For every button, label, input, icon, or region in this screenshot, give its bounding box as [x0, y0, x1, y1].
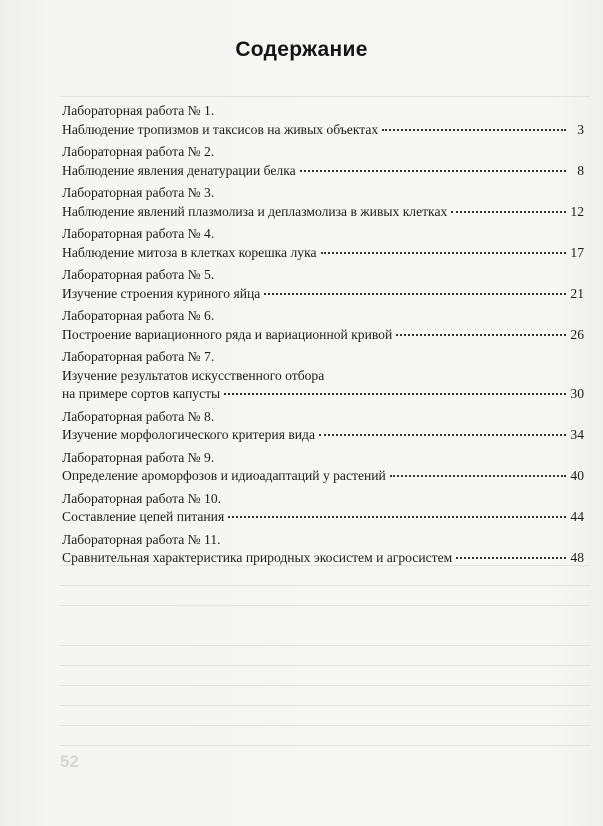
toc-entry-label: Лабораторная работа № 3.: [62, 185, 215, 200]
toc-entry: [62, 490, 584, 527]
dot-leader: [390, 475, 566, 477]
dot-leader: [264, 293, 566, 295]
dot-leader: [321, 252, 566, 254]
table-of-contents: [62, 102, 584, 572]
page-number-ghost: 52: [60, 752, 79, 771]
toc-entry: [62, 449, 584, 486]
toc-entry-title-line: [62, 467, 584, 486]
toc-page-number: 48: [570, 550, 584, 565]
toc-entry-title-line: [62, 244, 584, 263]
toc-entry-label: Лабораторная работа № 1.: [62, 103, 215, 118]
toc-entry-title: Изучение морфологического критерия вида: [62, 427, 316, 442]
dot-leader: [224, 393, 566, 395]
toc-entry: [62, 143, 584, 180]
toc-entry-title: Наблюдение явления денатурации белка: [62, 162, 296, 178]
toc-entry: [62, 102, 584, 139]
toc-entry-label: Лабораторная работа № 10.: [62, 490, 222, 506]
dot-leader: [300, 170, 566, 172]
toc-page-number: 3: [577, 121, 584, 137]
toc-entry-label: Лабораторная работа № 6.: [62, 308, 215, 323]
toc-entry: [62, 225, 584, 262]
toc-entry: [62, 266, 584, 303]
toc-entry-title-line: [62, 508, 584, 527]
dot-leader: [451, 211, 566, 213]
toc-page-number: 40: [570, 468, 584, 483]
toc-entry-title: на примере сортов капусты: [62, 386, 221, 401]
toc-page-number: 26: [570, 326, 584, 342]
dot-leader: [396, 334, 566, 336]
toc-page-number: 30: [570, 386, 584, 401]
dot-leader: [382, 129, 566, 131]
toc-entry-title-line: [62, 326, 584, 345]
toc-page-number: 21: [570, 285, 584, 301]
toc-entry-title: Определение ароморфозов и идиоадаптаций у растений: [62, 468, 386, 483]
dot-leader: [319, 434, 566, 436]
toc-entry-title-line: [62, 385, 584, 404]
toc-entry-title-line: [62, 203, 584, 222]
toc-entry-title: Изучение результатов искусственного отбора: [62, 367, 325, 383]
toc-entry-title: Составление цепей питания: [62, 509, 225, 524]
toc-entry-title: Построение вариационного ряда и вариационной кривой: [62, 326, 393, 342]
toc-page-number: 12: [570, 203, 584, 219]
toc-entry-label: Лабораторная работа № 8.: [62, 408, 215, 424]
dot-leader: [228, 516, 566, 518]
toc-entry: [62, 307, 584, 344]
toc-entry-label: Лабораторная работа № 2.: [62, 144, 215, 159]
toc-entry-title: Наблюдение явлений плазмолиза и деплазмолиза в живых клетках: [62, 203, 448, 219]
toc-entry-label: Лабораторная работа № 11.: [62, 531, 221, 547]
toc-entry: [62, 184, 584, 221]
toc-entry-label: Лабораторная работа № 9.: [62, 449, 215, 465]
toc-entry-title-line: [62, 426, 584, 445]
toc-entry-title-line: [62, 549, 584, 568]
toc-entry-label: Лабораторная работа № 5.: [62, 267, 215, 282]
page-title: Содержание: [235, 38, 368, 61]
toc-page-number: 44: [570, 509, 584, 524]
toc-page-number: 34: [570, 427, 584, 442]
toc-entry-title: Наблюдение митоза в клетках корешка лука: [62, 244, 317, 260]
toc-entry: [62, 531, 584, 568]
toc-page-number: 17: [570, 244, 584, 260]
toc-entry: [62, 408, 584, 445]
toc-entry-title-line: [62, 162, 584, 181]
toc-entry-label: Лабораторная работа № 4.: [62, 226, 215, 241]
toc-entry-title-line: [62, 285, 584, 304]
toc-entry-label: Лабораторная работа № 7.: [62, 349, 215, 364]
toc-page-number: 8: [577, 162, 584, 178]
toc-entry-title: Наблюдение тропизмов и таксисов на живых объектах: [62, 121, 379, 137]
toc-entry-title: Изучение строения куриного яйца: [62, 285, 261, 301]
toc-entry-title: Сравнительная характеристика природных экосистем и агросистем: [62, 550, 453, 565]
dot-leader: [456, 557, 566, 559]
toc-entry-title-line: [62, 121, 584, 140]
toc-entry: [62, 348, 584, 404]
